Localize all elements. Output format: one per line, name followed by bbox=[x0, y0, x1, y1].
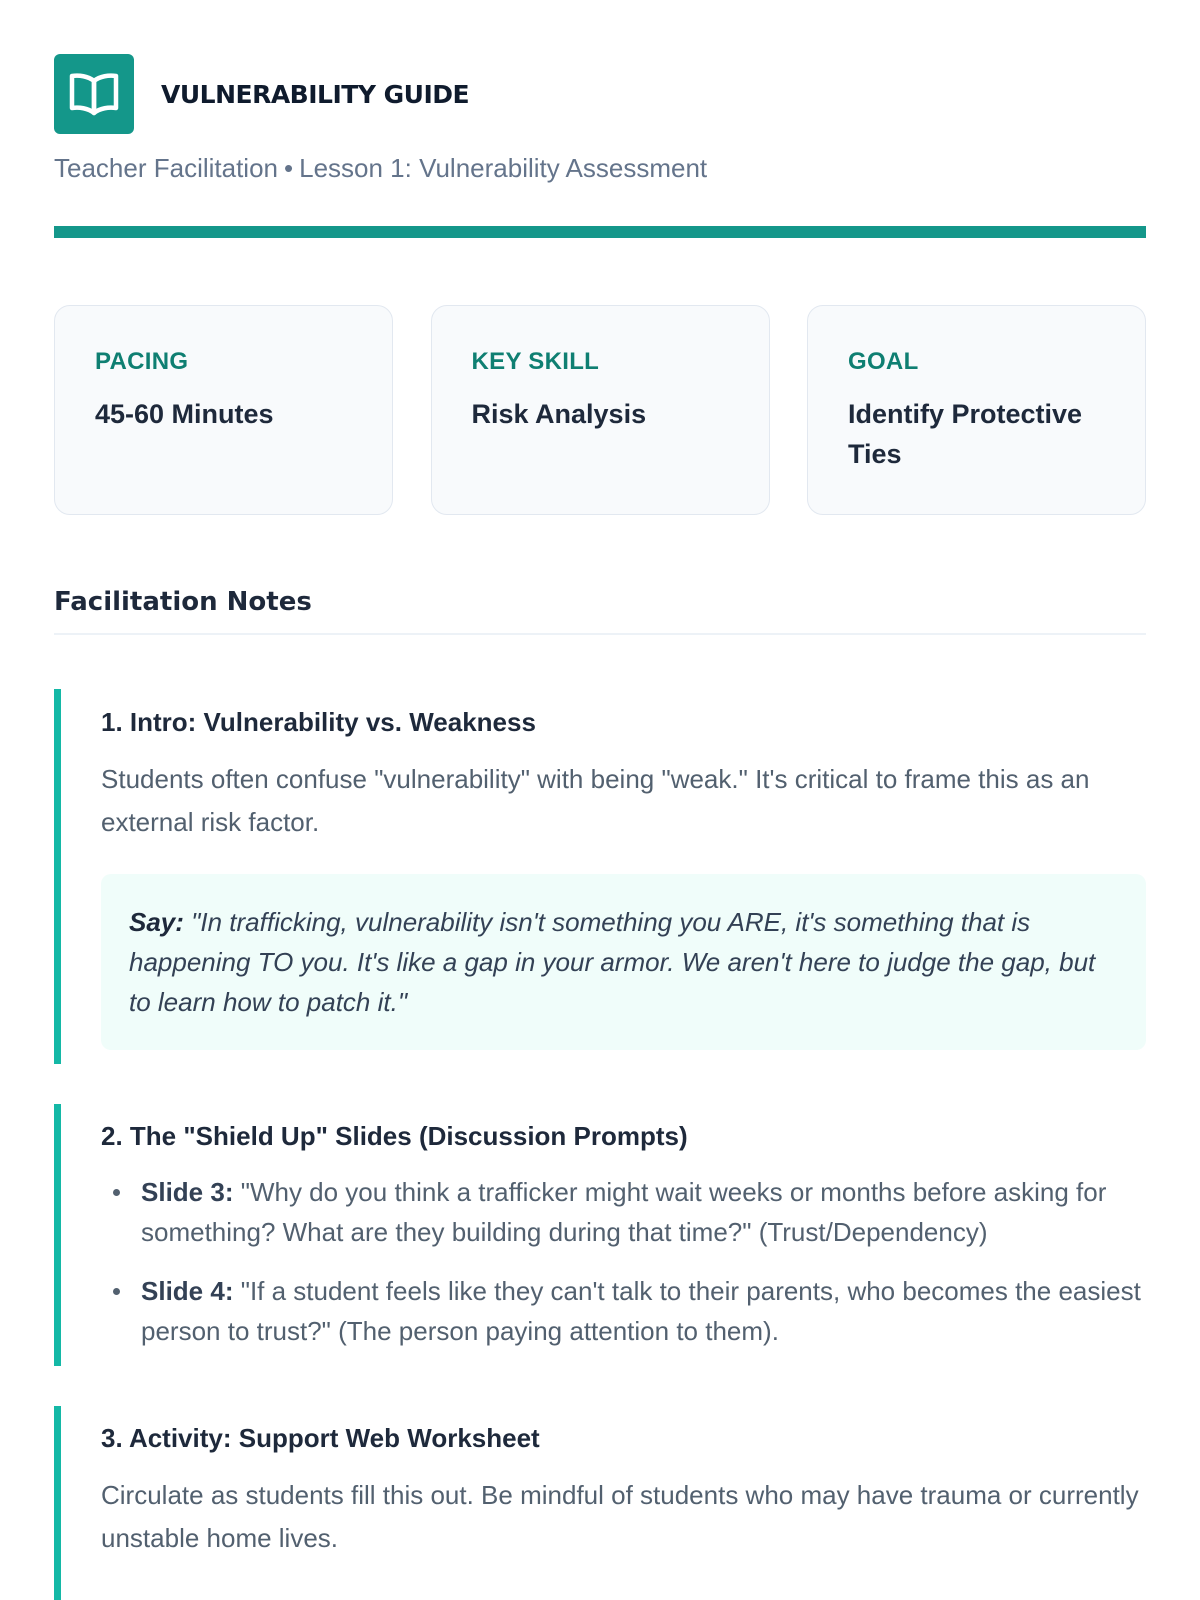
section-heading: Facilitation Notes bbox=[54, 587, 312, 617]
goal-card bbox=[807, 305, 1146, 515]
say-label: Say: bbox=[129, 907, 184, 937]
bullet-icon bbox=[113, 1288, 120, 1295]
note-text: Students often confuse "vulnerability" with being "weak." It's critical to frame this as an external risk factor. bbox=[101, 764, 1090, 837]
header bbox=[54, 0, 1146, 134]
slide-label: Slide 3: bbox=[141, 1177, 234, 1207]
header-divider bbox=[54, 226, 1146, 238]
card-value: Identify Protective Ties bbox=[848, 399, 1083, 469]
section-divider bbox=[54, 633, 1146, 635]
card-label: GOAL bbox=[848, 348, 919, 375]
card-label: PACING bbox=[95, 348, 189, 375]
card-value: 45-60 Minutes bbox=[95, 399, 274, 429]
page-title: VULNERABILITY GUIDE bbox=[161, 79, 470, 109]
say-text: "In trafficking, vulnerability isn't something you ARE, it's something that is happening TO you. It's like a gap in your armor. We aren't here to judge the gap, but to learn how to patch it." bbox=[129, 907, 1096, 1017]
prompt-text: "Why do you think a trafficker might wait weeks or months before asking for something? What are they building during that time?" (Trust/Dependency) bbox=[141, 1177, 1107, 1247]
breadcrumb bbox=[54, 153, 1146, 184]
list-item bbox=[101, 1271, 1146, 1351]
note-title: 3. Activity: Support Web Worksheet bbox=[101, 1423, 540, 1453]
key-skill-card bbox=[431, 305, 770, 515]
facilitation-note-activity bbox=[54, 1406, 1146, 1600]
say-callout bbox=[101, 874, 1146, 1050]
note-title: 1. Intro: Vulnerability vs. Weakness bbox=[101, 707, 536, 737]
slide-label: Slide 4: bbox=[141, 1276, 234, 1306]
card-value: Risk Analysis bbox=[471, 399, 647, 429]
discussion-prompts-list bbox=[101, 1172, 1146, 1351]
pacing-card bbox=[54, 305, 393, 515]
card-label: KEY SKILL bbox=[471, 348, 600, 375]
bullet-icon bbox=[113, 1189, 120, 1196]
breadcrumb-context: Teacher Facilitation bbox=[54, 153, 278, 183]
facilitation-note-slides bbox=[54, 1104, 1146, 1366]
prompt-text: "If a student feels like they can't talk to their parents, who becomes the easiest person to trust?" (The person paying attention to them). bbox=[141, 1276, 1141, 1346]
list-item bbox=[101, 1172, 1146, 1252]
note-title: 2. The "Shield Up" Slides (Discussion Prompts) bbox=[101, 1121, 688, 1151]
book-open-icon bbox=[54, 54, 134, 134]
facilitation-note-intro bbox=[54, 689, 1146, 1064]
note-text: Circulate as students fill this out. Be mindful of students who may have trauma or currently unstable home lives. bbox=[101, 1480, 1139, 1553]
breadcrumb-lesson: Lesson 1: Vulnerability Assessment bbox=[299, 153, 708, 183]
breadcrumb-separator: • bbox=[284, 153, 294, 183]
summary-cards bbox=[54, 305, 1146, 515]
